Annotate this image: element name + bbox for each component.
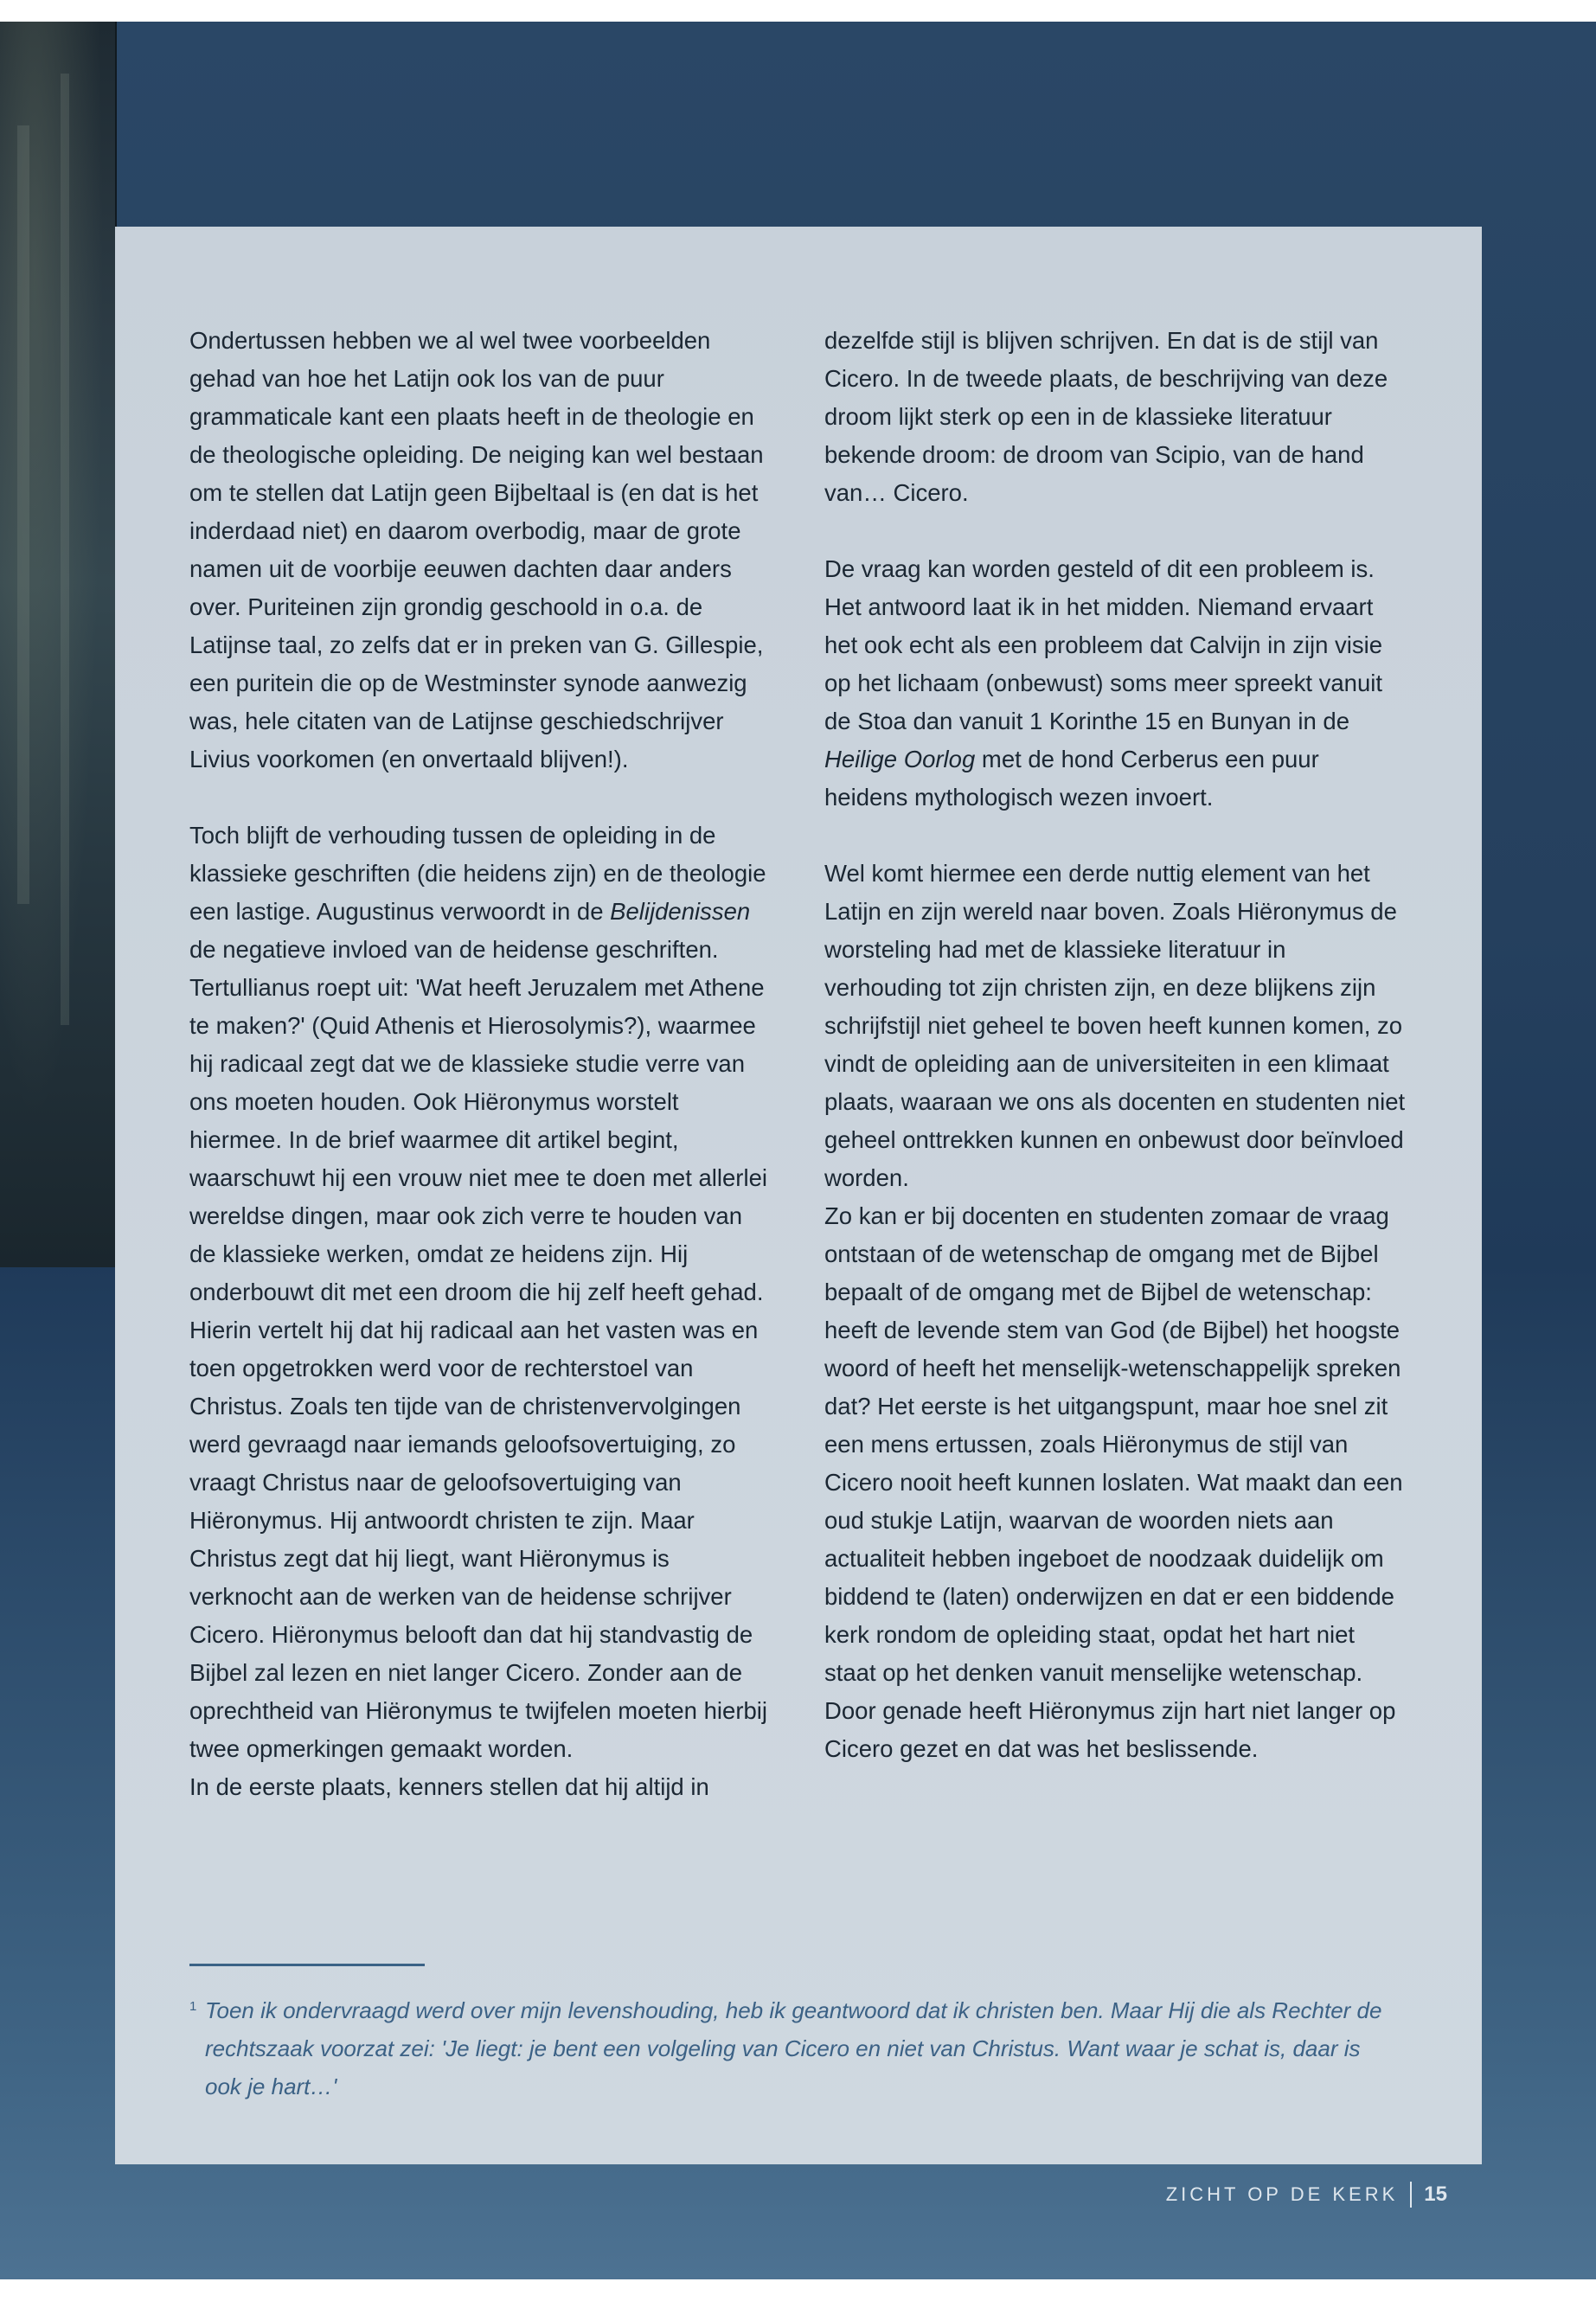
book-title-italic: Heilige Oorlog [824, 746, 976, 772]
paragraph: Toch blijft de verhouding tussen de opleiding in de klassieke geschriften (die heidens zijn) en de theologie een lastige. Augustinus verwoordt in de Belijdenissen de negatieve invloed van de heidense geschriften. Tertullianus roept uit: 'Wat heeft Jeruzalem met Athene te maken?' (Quid Athenis et Hierosolymis?), waarmee hij radicaal zegt dat we de klassieke studie verre van ons moeten houden. Ook Hiëronymus worstelt hiermee. In de brief waarmee dit artikel begint, waarschuwt hij een vrouw niet mee te doen met allerlei wereldse dingen, maar ook zich verre te houden van de klassieke werken, omdat ze heidens zijn. Hij onderbouwt dit met een droom die hij zelf heeft gehad. Hierin vertelt hij dat hij radicaal aan het vasten was en toen opgetrokken werd voor de rechterstoel van Christus. Zoals ten tijde van de christenvervolgingen werd gevraagd naar iemands geloofsovertuiging, zo vraagt Christus naar de geloofsovertuiging van Hiëronymus. Hij antwoordt christen te zijn. Maar Christus zegt dat hij liegt, want Hiëronymus is verknocht aan de werken van de heidense schrijver Cicero. Hiëronymus belooft dan dat hij standvastig de Bijbel zal lezen en niet langer Cicero. Zonder aan de oprechtheid van Hiëronymus te twijfelen moeten hierbij twee opmerkingen gemaakt worden. [189, 822, 767, 1762]
paragraph: Wel komt hiermee een derde nuttig element van het Latijn en zijn wereld naar boven. Zoals Hiëronymus de worsteling had met de klassieke literatuur in verhouding tot zijn christen zijn, en deze blijkens zijn schrijfstijl niet geheel te boven heeft kunnen komen, zo vindt de opleiding aan de universiteiten in een klimaat plaats, waaraan we ons als docenten en studenten niet geheel onttrekken kunnen en onbewust door beïnvloed worden. [824, 860, 1406, 1191]
paragraph: Zo kan er bij docenten en studenten zomaar de vraag ontstaan of de wetenschap de omgang met de Bijbel bepaalt of de omgang met de Bijbel de wetenschap: heeft de levende stem van God (de Bijbel) het hoogste woord of heeft het menselijk-wetenschappelijk spreken dat? Het eerste is het uitgangspunt, maar hoe snel zit een mens ertussen, zoals Hiëronymus de stijl van Cicero nooit heeft kunnen loslaten. Wat maakt dan een oud stukje Latijn, waarvan de woorden niets aan actualiteit hebben ingeboet de noodzaak duidelijk om biddend te (laten) onderwijzen en dat er een biddende kerk rondom de opleiding staat, opdat het hart niet staat op het denken vanuit menselijke wetenschap. Door genade heeft Hiëronymus zijn hart niet langer op Cicero gezet en dat was het beslissende. [824, 1202, 1403, 1762]
paragraph: Ondertussen hebben we al wel twee voorbeelden gehad van hoe het Latijn ook los van de puur grammaticale kant een plaats heeft in de theologie en de theologische opleiding. De neiging kan wel bestaan om te stellen dat Latijn geen Bijbeltaal is (en dat is het inderdaad niet) en daarom overbodig, maar de grote namen uit de voorbije eeuwen dachten daar anders over. Puriteinen zijn grondig geschoold in o.a. de Latijnse taal, zo zelfs dat er in preken van G. Gillespie, een puritein die op de Westminster synode aanwezig was, hele citaten van de Latijnse geschiedschrijver Livius voorkomen (en onvertaald blijven!). [189, 327, 764, 772]
footer-separator [1410, 2182, 1412, 2208]
paragraph: dezelfde stijl is blijven schrijven. En dat is de stijl van Cicero. In de tweede plaats, de beschrijving van deze droom lijkt sterk op een in de klassieke literatuur bekende droom: de droom van Scipio, van de hand van… Cicero. [824, 327, 1388, 506]
footnote [189, 1991, 1401, 2106]
page-footer [1166, 2176, 1447, 2214]
footnote-divider [189, 1964, 425, 1966]
footnote-number: 1 [189, 1999, 197, 2014]
magazine-title: ZICHT OP DE KERK [1165, 2183, 1399, 2205]
footnote-text: Toen ik ondervraagd werd over mijn levenshouding, heb ik geantwoord dat ik christen ben. Maar Hij die als Rechter de rechtszaak voorzat zei: 'Je liegt: je bent een volgeling van Cicero en niet van Christus. Want waar je schat is, daar is ook je hart…' [205, 1997, 1382, 2099]
church-photo-strip [0, 22, 117, 1267]
magazine-page [0, 22, 1596, 2279]
paragraph: In de eerste plaats, kenners stellen dat hij altijd in [189, 1773, 709, 1800]
book-title-italic: Belijdenissen [610, 898, 751, 925]
page-number: 15 [1424, 2182, 1447, 2206]
article-column-left [189, 322, 771, 1806]
article-panel [115, 227, 1482, 2164]
article-column-right [824, 322, 1406, 1768]
paragraph: De vraag kan worden gesteld of dit een probleem is. Het antwoord laat ik in het midden. Niemand ervaart het ook echt als een probleem dat Calvijn in zijn visie op het lichaam (onbewust) soms meer spreekt vanuit de Stoa dan vanuit 1 Korinthe 15 en Bunyan in de Heilige Oorlog met de hond Cerberus een puur heidens mythologisch wezen invoert. [824, 555, 1383, 811]
